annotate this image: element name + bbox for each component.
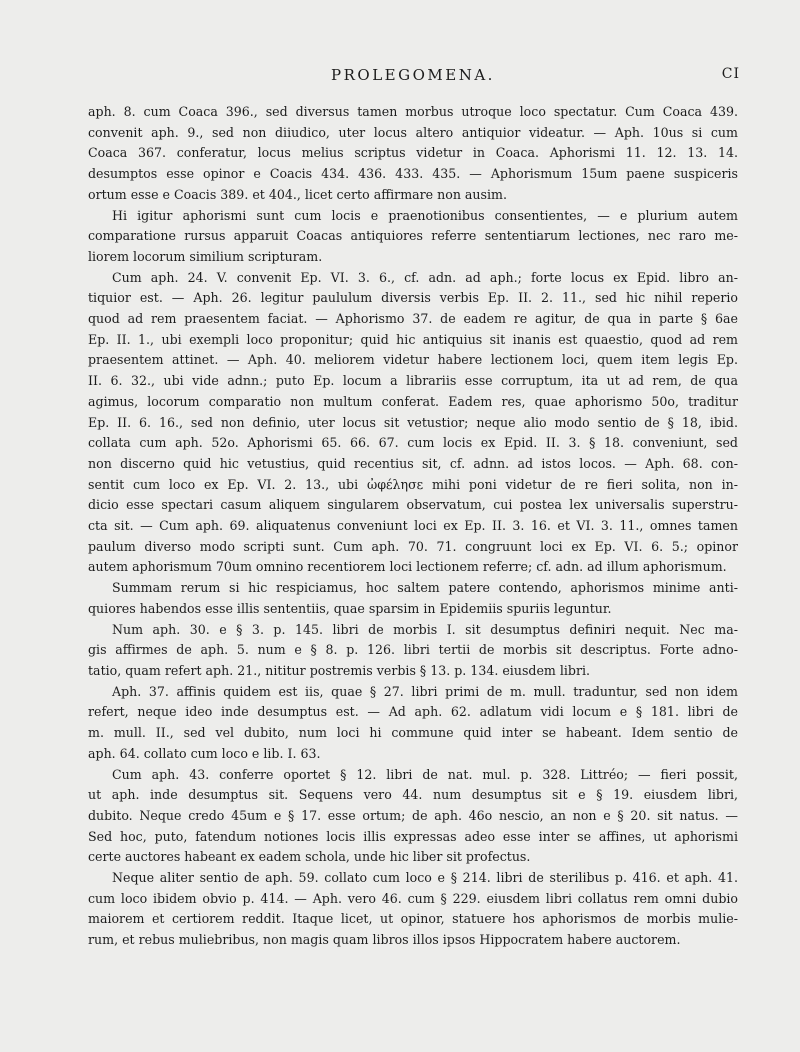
text-line: dicio esse spectari casum aliquem singularem observatum, cui postea lex universalis superstru- [88, 497, 738, 513]
text-line: Num aph. 30. e § 3. p. 145. libri de morbis I. sit desumptus definiri nequit. Nec ma- [112, 621, 738, 637]
text-line: aph. 8. cum Coaca 396., sed diversus tamen morbus utroque loco spectatur. Cum Coaca 439. [88, 104, 738, 119]
page-title: PROLEGOMENA. [331, 66, 495, 84]
text-line: aph. 64. collato cum loco e lib. I. 63. [88, 745, 321, 761]
text-line: dubito. Neque credo 45um e § 17. esse ortum; de aph. 46o nescio, an non e § 20. sit natus. — [88, 807, 738, 823]
paragraph [88, 682, 738, 765]
text-line: m. mull. II., sed vel dubito, num loci hi commune quid inter se habeant. Idem sentio de [88, 725, 738, 741]
text-line: cta sit. — Cum aph. 69. aliquatenus conveniunt loci ex Ep. II. 3. 16. et VI. 3. 11., omnes tamen [88, 518, 738, 534]
text-line: praesentem attinet. — Aph. 40. meliorem videtur habere lectionem loci, quem item legis Ep. [88, 352, 738, 368]
paragraph [88, 102, 738, 206]
text-line: sentit cum loco ex Ep. VI. 2. 13., ubi ὠφέλησε mihi poni videtur de re fieri solita, non in- [88, 476, 738, 492]
text-line: rum, et rebus muliebribus, non magis quam libros illos ipsos Hippocratem habere auctorem. [88, 932, 681, 948]
text-line: gis affirmes de aph. 5. num e § 8. p. 126. libri tertii de morbis sit descriptus. Forte adno- [88, 642, 738, 658]
text-line: quod ad rem praesentem faciat. — Aphorismo 37. de eadem re agitur, de qua in parte § 6ae [88, 311, 738, 327]
text-line: agimus, locorum comparatio non multum conferat. Eadem res, quae aphorismo 50o, traditur [88, 393, 738, 409]
text-line: Coaca 367. conferatur, locus melius scriptus videtur in Coaca. Aphorismi 11. 12. 13. 14. [88, 145, 738, 161]
text-line: autem aphorismum 70um omnino recentiorem loci lectionem referre; cf. adn. ad illum aphorismum. [88, 559, 727, 575]
text-line: Cum aph. 43. conferre oportet § 12. libri de nat. mul. p. 328. Littréo; — fieri possit, [112, 766, 738, 782]
paragraph [88, 578, 738, 619]
text-line: ortum esse e Coacis 389. et 404., licet certo affirmare non ausim. [88, 186, 507, 202]
text-line: Ep. II. 1., ubi exempli loco proponitur; quid hic antiquius sit inanis est quaestio, quod ad rem [88, 331, 738, 347]
text-line: Hi igitur aphorismi sunt cum locis e praenotionibus consentientes, — e plurium autem [112, 207, 738, 223]
text-line: refert, neque ideo inde desumptus est. — Ad aph. 62. adlatum vidi locum e § 181. libri de [88, 704, 738, 720]
text-line: tatio, quam refert aph. 21., nititur postremis verbis § 13. p. 134. eiusdem libri. [88, 662, 591, 678]
text-line: ut aph. inde desumptus sit. Sequens vero 44. num desumptus sit e § 19. eiusdem libri, [88, 787, 738, 803]
text-line: liorem locorum similium scripturam. [88, 248, 323, 264]
paragraph [88, 765, 738, 869]
paragraph [88, 268, 738, 579]
text-line: Ep. II. 6. 16., sed non definio, uter locus sit vetustior; neque alio modo sentio de § 18, ibid. [88, 414, 738, 430]
body-text [88, 102, 738, 951]
page-number: CI [721, 66, 740, 82]
text-line: quiores habendos esse illis sententiis, quae sparsim in Epidemiis spuriis leguntur. [88, 600, 612, 616]
text-line: non discerno quid hic vetustius, quid recentius sit, cf. adnn. ad istos locos. — Aph. 68. con- [88, 455, 738, 471]
paragraph [88, 868, 738, 951]
paragraph [88, 206, 738, 268]
text-line: cum loco ibidem obvio p. 414. — Aph. vero 46. cum § 229. eiusdem libri collatus rem omni dubio [88, 890, 738, 906]
text-line: Sed hoc, puto, fatendum notiones locis illis expressas adeo esse inter se affines, ut aphorismi [88, 828, 738, 844]
text-line: collata cum aph. 52o. Aphorismi 65. 66. 67. cum locis ex Epid. II. 3. § 18. conveniunt, sed [88, 435, 738, 451]
text-line: convenit aph. 9., sed non diiudico, uter locus altero antiquior videatur. — Aph. 10us si cum [88, 124, 738, 140]
text-line: paulum diverso modo scripti sunt. Cum aph. 70. 71. congruunt loci ex Ep. VI. 6. 5.; opinor [88, 538, 738, 554]
text-line: comparatione rursus apparuit Coacas antiquiores referre sententiarum lectiones, nec raro me- [88, 228, 738, 244]
text-line: desumptos esse opinor e Coacis 434. 436. 433. 435. — Aphorismum 15um paene suspiceris [88, 166, 738, 182]
text-line: Summam rerum si hic respiciamus, hoc saltem patere contendo, aphorismos minime anti- [112, 580, 738, 596]
text-line: Aph. 37. affinis quidem est iis, quae § 27. libri primi de m. mull. traduntur, sed non idem [112, 683, 738, 699]
text-line: certe auctores habeant ex eadem schola, unde hic liber sit profectus. [88, 849, 531, 865]
text-line: tiquior est. — Aph. 26. legitur paululum diversis verbis Ep. II. 2. 11., sed hic nihil reperio [88, 290, 738, 306]
running-header [88, 66, 738, 90]
text-line: Neque aliter sentio de aph. 59. collato cum loco e § 214. libri de sterilibus p. 416. et aph. 41. [112, 870, 738, 886]
text-line: Cum aph. 24. V. convenit Ep. VI. 3. 6., cf. adn. ad aph.; forte locus ex Epid. libro an- [112, 269, 738, 285]
paragraph [88, 620, 738, 682]
text-line: II. 6. 32., ubi vide adnn.; puto Ep. locum a librariis esse corruptum, ita ut ad rem, de qua [88, 373, 738, 389]
text-line: maiorem et certiorem reddit. Itaque licet, ut opinor, statuere hos aphorismos de morbis mulie- [88, 911, 738, 927]
